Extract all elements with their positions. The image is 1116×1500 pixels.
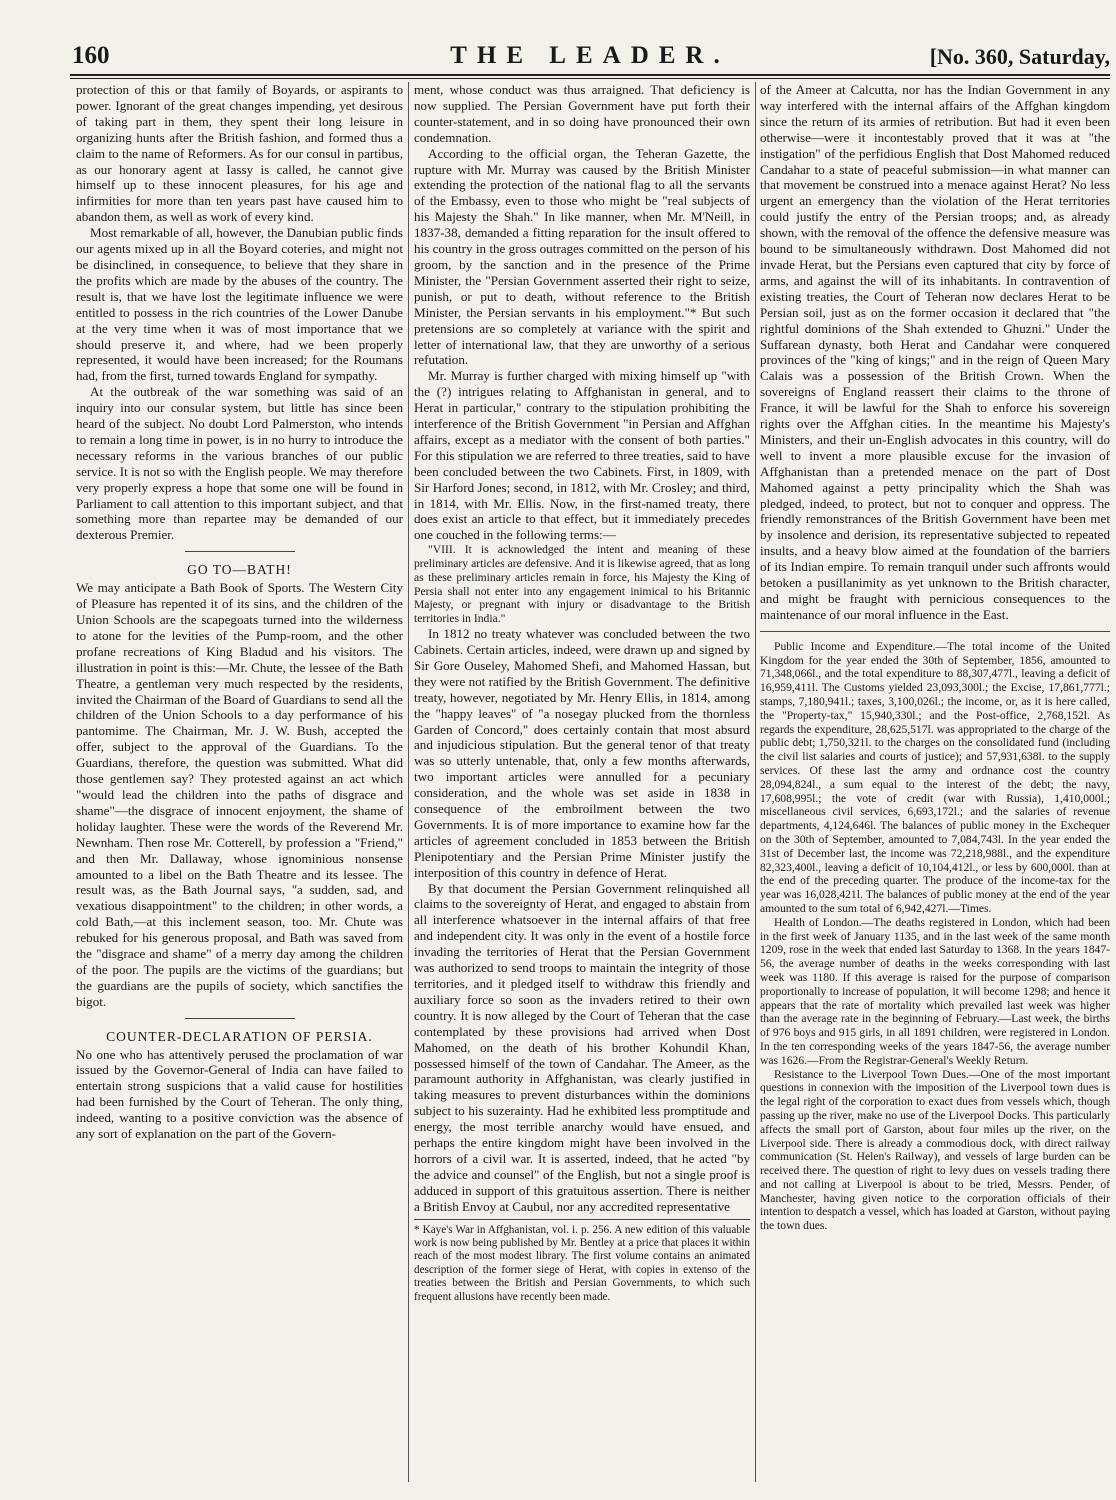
news-item: Resistance to the Liverpool Town Dues.—One of the most important questions in connexion with the imposition of the Liverpool town dues is the legal right of the corporation to exact dues from vessels which, though passing up the river, make no use of the Liverpool Docks. This particularly affects the small port of Garston, about four miles up the river, on the Liverpool side. There is already a commodious dock, with direct railway communication (St. Helen's Railway), and vessels of large burden can be received there. The question of right to levy dues on vessels trading there and not calling at Liverpool is about to be tried, Messrs. Pender, of Manchester, having given notice to the corporation officials of their intention to despatch a vessel, which has loaded at Garston, without paying the town dues. [760,1067,1110,1233]
paragraph: By that document the Persian Government relinquished all claims to the sovereignty of Herat, and engaged to abstain from all interference whatsoever in the internal affairs of that free and independent city. It was only in the event of a hostile force invading the territories of Herat that the Persian Government was authorized to send troops to maintain the integrity of those territories, and it pledged itself to withdraw this friendly and auxiliary force so soon as the invaders retired to their own country. It is now alleged by the Court of Teheran that the case contemplated by these provisions had arrived when Dost Mahomed, on the death of his brother Kohundil Khan, possessed himself of the town of Candahar. The Ameer, as the paramount authority in Affghanistan, was clearly justified in taking measures to prevent disturbances within the dominions subject to his suzerainty. Had he exhibited less promptitude and energy, the most terrible anarchy would have ensued, and perhaps the entire kingdom might have been involved in the horrors of a civil war. It is asserted, indeed, that he acted "by the advice and counsel" of the English, but not a single proof is adduced in support of this gratuitous assertion. There is neither a British Envoy at Caubul, nor any accredited representative [414,880,750,1214]
news-item: Health of London.—The deaths registered in London, which had been in the first week of January 1135, and in the last week of the same month 1209, rose in the week that ended last Saturday to 1368. In the years 1847-56, the average number of deaths in the weeks corresponding with last week was 1180. If this average is raised for the purpose of comparison proportionally to increase of population, it will become 1298; and hence it appears that the rate of mortality which prevailed last week was higher than the average rate in the beginning of February.—Last week, the births of 976 boys and 915 girls, in all 1891 children, were registered in London. In the ten corresponding weeks of the years 1847-56, the average number was 1626.—From the Registrar-General's Weekly Return. [760,915,1110,1067]
column-divider [755,82,756,1482]
masthead [70,42,1110,72]
paragraph: At the outbreak of the war something was said of an inquiry into our consular system, but little has since been heard of the subject. No doubt Lord Palmerston, who intends to remain a long time in power, is in no hurry to introduce the necessary reforms in the various branches of our public service. It is not so with the English people. We may therefore very properly express a hope that some one will be found in Parliament to call attention to this important subject, and that something more than repartee may be demanded of our dexterous Premier. [76,384,403,543]
section-rule [185,551,295,552]
paragraph: protection of this or that family of Boyards, or aspirants to power. Ignorant of the great changes impending, yet desirous of taking part in them, they spent their long leisure in organizing hunts after the British fashion, and formed thus a claim to the name of Reformers. As for our consul in partibus, as our honorary agent at Iassy is called, he cannot give himself up to these innocent pleasures, for his age and infirmities for more than ten years past have caused him to abandon them, as well as work of every kind. [76,82,403,225]
paragraph: According to the official organ, the Teheran Gazette, the rupture with Mr. Murray was caused by the British Minister extending the protection of the national flag to all the servants of the Embassy, even to those who might be "real subjects of his Majesty the Shah." In like manner, when Mr. M'Neill, in 1837-38, demanded a fitting reparation for the insult offered to his country in the gross outrages committed on the person of his groom, by the sanction and in the presence of the Prime Minister, the "Persian Government asserted their right to seize, punish, or put to death, without reference to the British Minister, the Persian servants in his employment."* But such pretensions are so completely at variance with the spirit and letter of international law, that they are unworthy of a serious refutation. [414,145,750,368]
column-2 [414,82,750,1492]
article-heading: GO TO—BATH! [187,562,292,578]
paragraph: No one who has attentively perused the proclamation of war issued by the Governor-General of India can have failed to entertain strong suspicions that a valid cause for hostilities had been furnished by the Court of Teheran. The only thing, indeed, wanting to a positive conviction was the absence of any sort of explanation on the part of the Govern- [76,1046,403,1142]
paragraph: ment, whose conduct was thus arraigned. That deficiency is now supplied. The Persian Government have put forth their counter-statement, and in so doing have pronounced their own condemnation. [414,82,750,145]
section-rule [760,631,1110,632]
paragraph: Mr. Murray is further charged with mixing himself up "with the (?) intrigues relating to Affghanistan in general, and to Herat in particular," contrary to the stipulation prohibiting the interference of the British Government "in Persian and Affghan affairs, except as a mediator with the consent of both parties." For this stipulation we are referred to three treaties, said to have been concluded between the two Cabinets. First, in 1809, with Sir Harford Jones; second, in 1812, with Mr. Crosley; and third, in 1814, with Mr. Ellis. Now, in the first-named treaty, there does exist an article to that effect, but it immediately precedes one couched in the following terms:— [414,368,750,543]
issue-info: [No. 360, Saturday, [929,44,1110,69]
paragraph: In 1812 no treaty whatever was concluded between the two Cabinets. Certain articles, indeed, were drawn up and signed by Sir Gore Ouseley, Mahomed Shefi, and Mahomed Hassan, but they were not ratified by the British Government. The definitive treaty, however, negotiated by Mr. Henry Ellis, in 1814, among the "happy leaves" of "a nosegay plucked from the thornless Garden of Concord," does certainly contain that most absurd and injudicious stipulation. But the general tenor of that treaty was so utterly untenable, that, only a few months afterwards, two important articles were annulled for a pecuniary consideration, and the whole was set aside in 1838 in consequence of the embroilment between the two Governments. It is of more importance to examine how far the articles of agreement concluded in 1853 between the British Plenipotentiary and the Persian Prime Minister justify the interposition of this country in defence of Herat. [414,626,750,880]
column-divider [408,82,409,1482]
paragraph: We may anticipate a Bath Book of Sports. The Western City of Pleasure has repented it of its sins, and the children of the Union Schools are the scapegoats turned into the wilderness to atone for the levities of the Pump-room, and the other profane recreations of King Bladud and his visitors. The illustration in point is this:—Mr. Chute, the lessee of the Bath Theatre, a gentleman very much respected by the residents, invited the Chairman of the Board of Guardians to send all the children of the Union Schools to a day performance of his pantomime. The Chairman, Mr. J. W. Bush, accepted the offer, subject to the approval of the Guardians. To the Guardians, therefore, the question was submitted. What did those gentlemen say? They protested against an act which "would lead the children into the paths of disgrace and shame"—the disgrace of innocent enjoyment, the shame of holiday laughter. These were the words of the Reverend Mr. Newnham. Then rose Mr. Cotterell, by profession a "Friend," and then Mr. Dallaway, whose ignominious nonsense amounted to a libel on the Bath Theatre and its lessee. The result was, as the Bath Journal says, "a sudden, sad, and vexatious disappointment" to the children; in other words, a cold Bath,—at this inclement season, too. Mr. Chute was rebuked for his generous proposal, and Bath was saved from the "disgrace and shame" of a merry day among the children of the poor. The pupils are the victims of the guardians; but the guardians are the pupils of society, which sanctifies the bigot. [76,580,403,1009]
footnote-text: * Kaye's War in Affghanistan, vol. i. p. 256. A new edition of this valuable work is now being published by Mr. Bentley at a price that places it within reach of the most modest library. The first volume contains an animated description of the former siege of Herat, with copies in extenso of the treaties between the British and Persian Governments, to which such frequent allusions have recently been made. [414,1223,750,1303]
news-item: Public Income and Expenditure.—The total income of the United Kingdom for the year ended the 30th of September, 1856, amounted to 71,348,066l., and the total expenditure to 88,307,477l., leaving a deficit of 16,959,411l. The Customs yielded 23,093,300l.; the Excise, 17,861,777l.; stamps, 7,180,941l.; taxes, 3,100,026l.; the income, or, as it is here called, the "Property-tax," 15,940,330l.; and the Post-office, 2,768,152l. As regards the expenditure, 28,625,517l. was appropriated to the charge of the public debt; 1,750,321l. to the charges on the consolidated fund (including the civil list salaries and courts of justice); and 57,931,638l. to the supply services. Of these last the army and ordnance cost the country 28,094,824l., a sum equal to the interest of the debt; the navy, 17,608,995l.; the vote of credit (war with Russia), 1,410,000l.; miscellaneous civil services, 6,693,172l.; and the salaries of revenue departments, 4,124,646l. The balances of public money in the Exchequer on the 30th of September, amounted to 7,084,743l. In the year ended the 31st of December last, the income was 72,218,988l., and the expenditure 82,323,400l., leaving a deficit of 10,104,412l., or less by 600,000l. than at the end of the preceding quarter. The produce of the income-tax for the year was 16,028,421l. The balances of public money at the end of the year amounted to the sum total of 6,942,427l.—Times. [760,639,1110,915]
footnote [414,1219,750,1304]
publication-title: THE LEADER. [450,42,730,69]
page-number: 160 [72,42,110,69]
masthead-rule-thin [70,78,1110,79]
footnote-rule [414,1219,750,1220]
article-heading: COUNTER-DECLARATION OF PERSIA. [106,1028,373,1044]
column-1 [76,82,403,1492]
paragraph: Most remarkable of all, however, the Danubian public finds our agents mixed up in all the Boyard coteries, and might not be disinclined, in consequence, to believe that they share in the profits which are made by the abuses of the country. The result is, that we have lost the legitimate influence we were entitled to possess in the rich countries of the Lower Danube at the very time when it was of most importance that we should preserve it, and where, had we been properly represented, it would have been increased; for the Roumans had, from the first, turned towards England for sympathy. [76,225,403,384]
masthead-rule [70,74,1110,76]
section-rule [185,1018,295,1019]
paragraph: of the Ameer at Calcutta, nor has the Indian Government in any way interfered with the internal affairs of the Affghan kingdom since the return of its armies of retribution. But had it even been otherwise—were it incontestably proved that it was at "the instigation" of the perfidious English that Dost Mahomed reduced Candahar to a state of peaceful submission—in what manner can that movement be construed into a menace against Herat? No less urgent an emergency than the violation of the Herat territories could justify the entry of the Persian troops; and, as already shown, with the removal of the offence the defensive measure was bound to be simultaneously withdrawn. Dost Mahomed did not invade Herat, but the Persians even captured that city by force of arms, and against the will of its inhabitants. In contravention of existing treaties, the Court of Teheran now declares Herat to be Persian soil, just as on the former occasion it declared that "the rightful dominions of the Shah extended to Ghuzni." Under the Suffarean dynasty, both Herat and Candahar were conquered provinces of the "king of kings;" and in the reign of Queen Mary Calais was a possession of the British Crown. When the sovereigns of England reassert their claims to the throne of France, it will be lawful for the Shah to enforce his sovereign rights over the Affghan cities. In the meantime his Majesty's Ministers, and their un-English advocates in this country, will do well to invent a more plausible excuse for the invasion of Affghanistan than a pretended menace on the part of Dost Mahomed against a petty principality which the Shah was pledged, indeed, to protect, but not to conquer and oppress. The friendly remonstrances of the British Government have been met by insolence and derision, its representative subjected to repeated insults, and a heavy blow aimed at the foundation of the barriers of its Indian empire. To remain tranquil under such affronts would betoken a pusillanimity as yet unknown to the British character, and might be fraught with pernicious consequences to the maintenance of our moral influence in the East. [760,82,1110,622]
column-3 [760,82,1110,1492]
treaty-quote: "VIII. It is acknowledged the intent and meaning of these preliminary articles are defensive. And it is likewise agreed, that as long as these preliminary articles remain in force, his Majesty the King of Persia shall not enter into any engagement inimical to his Britannic Majesty, or pregnant with injury or disadvantage to the British territories in India." [414,543,750,626]
